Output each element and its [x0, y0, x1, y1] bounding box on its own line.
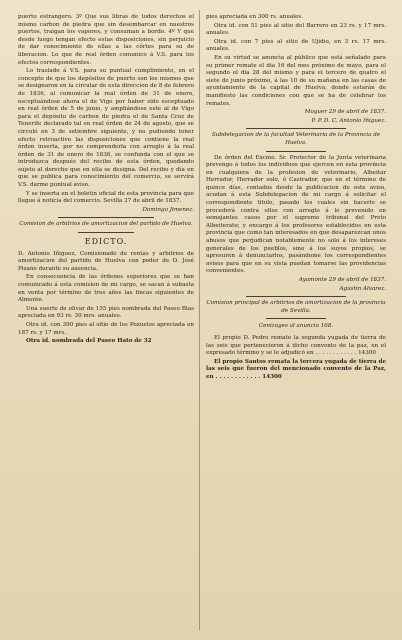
- left-column: [18, 14, 194, 347]
- paragraph: Otra id. con 7 pies al sitio de Ujidio, en 3 rs. 17 mrs. anuales.: [206, 38, 386, 53]
- section-divider: [78, 232, 134, 233]
- paragraph: De órden del Excmo. Sr. Protector de la Junta veterinaria prevengo á todos los individuos que ejercen en esta provincia en cualquiera de la profesion de veterinario, Albeitar Herrador, Herrador solo, ó Castrador, que en el término de quince días, contados desde la publicacion de este aviso, acudan á esta Subdelegacion de mi cargo á solicitar el correspondiente titulo, pasado los cuales sin hacerlo se procederá contra ellos con arreglo á lo prevenido en semejantes casos por el supremo tribunal del Proto Albeiterato; y encargo á los profesores establecidos en esta provincia que como tan interesados en que desaparezcan unos abusos que perjudican notablemente no solo á los intereses generales de los pueblos, sino á los suyos propios, se apresuren á denunciarlos, pasándome los correspondientes avisos para que en su vista puedan tomarse las providencias convenientes.: [206, 154, 386, 275]
- signature: P. P. D. C. Antonio Iñiguez.: [311, 117, 386, 124]
- section-divider: [58, 217, 154, 218]
- paragraph: Otra id. nombrada del Paseo Hato de 32: [26, 338, 152, 345]
- section-heading: Comision de arbitrios de amortizacion del partido de Huelva.: [19, 221, 193, 228]
- paragraph: El propio Santos remata la tercera yugada de tierra de las seis que fueron del mencionado convento de la Paz, en . . . . . . . . . . . . 14300: [206, 358, 386, 380]
- signature: Agustin Alvarez.: [339, 285, 386, 292]
- dateline: Moguer 29 de abril de 1837.: [304, 109, 386, 116]
- right-column: [206, 14, 386, 383]
- subheading: Cenizages al anuncio 168.: [258, 323, 334, 330]
- paragraph: En consecuencia de las órdenes superiores que se han comunicado á esta comision de mi cargo, se sacan á subasta en venta por término de tres años las fincas siguientes de Almonte.: [18, 274, 194, 304]
- section-divider: [246, 296, 346, 297]
- paragraph: pies apreciada en 300 rs. anuales.: [206, 14, 304, 20]
- paragraph: Lo traslado á V.S. para su puntual cumplimiento, en el concepto de que los depósitos de puerto son los mismos que se designaron en la circular de esta direccion de 8 de febrero de 1836, al comunicar la real órden de 31 de enero, esceptuándose ahora el de Vigo por haber sido esceptuado en real órden de 5 de junio, y ampliándose este al de Vigo para el depósito de carbon de piedra el de Santa Cruz de Tenerife declarado tal en real órden de 24 de agosto, que se circuló en 3 de setiembre siguiente, y no pudiendo tener efecto retroactivo las disposiciones que contiene la real órden inserta, por no comprenderla con arreglo á la real órden de 31 de enero de 1836, se confunda con el que se introduzca después del recibo de esta órden, quedando sujeto al derecho que en ella se designa. Del recibo y día en que se publica para conocimiento del comercio, se servirá V.S. darme puntual aviso.: [18, 68, 194, 189]
- paragraph: En su virtud se anuncia al público que está señalado para su primer remate el dia 16 del mes próximo de mayo, para el segundo el dia 28 del mismo y para el tercero de quatro el siete de junio próximo, á las 10 de su mañana en las casas de ayuntamiento de la capital de Huelva, donde estarán de manifiesto las condiciones con que se ha de celebrar los remates.: [206, 54, 386, 107]
- paragraph: puerto estrangero. 3º Que sus libras de todos derechos el mismo carbon de piedra que sin desembarcar en nuestros puertos, traigan los vapores, y consuman a bordo. 4º Y que desde luego tengan efecto estas disposiciones, sin perjuicio de dar conocimiento de ellas a las córtes para su de liberacion. Lo que de real órden comunico á V.S. para los efectos correspondientes.: [18, 14, 194, 66]
- section-divider: [266, 151, 326, 152]
- section-divider: [246, 128, 346, 129]
- edict-title: EDICTO.: [84, 237, 128, 247]
- paragraph: Otra id. con 51 pies al sitio del Barrero en 23 rs. y 17 mrs. anuales.: [206, 22, 386, 37]
- paragraph: Y se inserta en el boletin oficial de esta provincia para que llegue á noticia del comercio. Sevilla 27 de abril de 1837.: [18, 190, 194, 205]
- dateline: Ayamonte 29 de abril de 1837.: [298, 277, 386, 283]
- paragraph: El propio D. Pedro remate la segunda yugada de tierra de las seis que pertenecieron á dicho convento de la paz, en el expresado término y se le adjudicó en . . . . . . . . . . . . 14300: [206, 334, 386, 357]
- signature: Domingo Jimenez.: [142, 206, 194, 213]
- paragraph: Una suerte de olivar de 155 pies nombrada del Paseo Blas apreciada en 93 rs. 30 mrs. anuales.: [18, 305, 194, 320]
- column-divider: [199, 10, 200, 630]
- section-heading: Subdelegacion de la facultad Veterinaria de la Provincia de Huelva.: [211, 132, 381, 146]
- section-heading: Comision principal de arbitrios de amortizacion de la provincia de Sevilla.: [206, 300, 386, 314]
- section-divider: [266, 318, 326, 319]
- paragraph: Otra id. con 390 pies al sitio de los Pozuelos apreciada en 187 rs. y 17 mrs.: [18, 321, 194, 336]
- paragraph: D. Antonio Iñiguez, Comisionado de rentas y arbitrios de amortizacion del partido de Huelva con poder de D. José Pizano durante su ausencia.: [18, 250, 194, 272]
